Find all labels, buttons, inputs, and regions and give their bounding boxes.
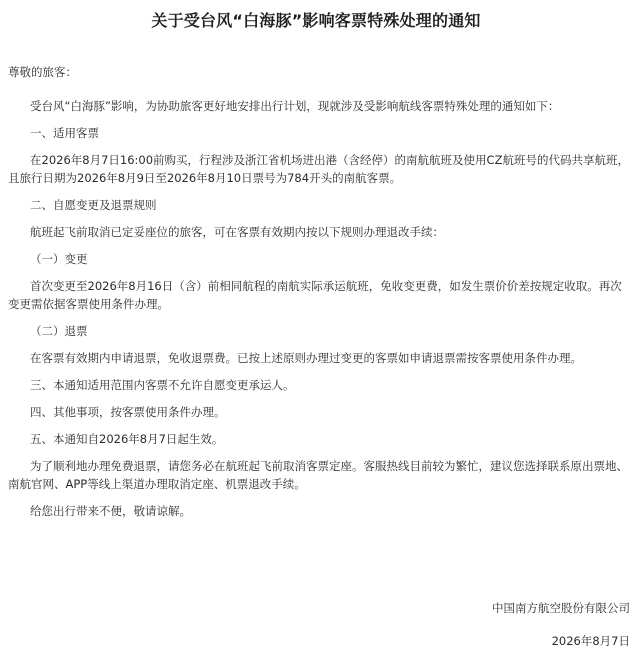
section-heading-change-refund-rules: 二、自愿变更及退票规则 [30, 198, 157, 212]
signature-company: 中国南方航空股份有限公司 [492, 601, 630, 615]
notice-body [8, 97, 630, 529]
salutation: 尊敬的旅客： [8, 65, 77, 79]
other-matters-paragraph: 四、其他事项，按客票使用条件办理。 [30, 405, 226, 419]
rules-intro-paragraph: 航班起飞前取消已定妥座位的旅客，可在客票有效期内按以下规则办理退改手续： [30, 225, 444, 239]
section-heading-applicable-tickets: 一、适用客票 [30, 126, 99, 140]
refund-paragraph: 在客票有效期内申请退票，免收退票费。已按上述原则办理过变更的客票如申请退票需按客票使用条件办理。 [30, 351, 582, 365]
intro-paragraph: 受台风“白海豚”影响，为协助旅客更好地安排出行计划，现就涉及受影响航线客票特殊处理的通知如下： [30, 99, 560, 113]
refund-guidance-paragraph: 为了顺利地办理免费退票，请您务必在航班起飞前取消客票定座。客服热线目前较为繁忙，建议您选择联系原出票地、南航官网、APP等线上渠道办理取消定座、机票退改手续。 [8, 459, 628, 491]
subheading-change: （一）变更 [30, 252, 88, 266]
carrier-change-paragraph: 三、本通知适用范围内客票不允许自愿变更承运人。 [30, 378, 295, 392]
apology-paragraph: 给您出行带来不便，敬请谅解。 [30, 504, 191, 518]
effective-date-paragraph: 五、本通知自2026年8月7日起生效。 [30, 432, 224, 446]
change-paragraph: 首次变更至2026年8月16日（含）前相同航程的南航实际承运航班，免收变更费，如发生票价价差按规定收取。再次变更需依据客票使用条件办理。 [8, 279, 622, 311]
notice-title: 关于受台风“白海豚”影响客票特殊处理的通知 [151, 11, 481, 30]
signature-date: 2026年8月7日 [551, 634, 630, 648]
subheading-refund: （二）退票 [30, 324, 88, 338]
applicable-tickets-paragraph: 在2026年8月7日16:00前购买，行程涉及浙江省机场进出港（含经停）的南航航班及使用CZ航班号的代码共享航班，且旅行日期为2026年8月9日至2026年8月10日票号为784开头的南航客票。 [8, 153, 629, 185]
